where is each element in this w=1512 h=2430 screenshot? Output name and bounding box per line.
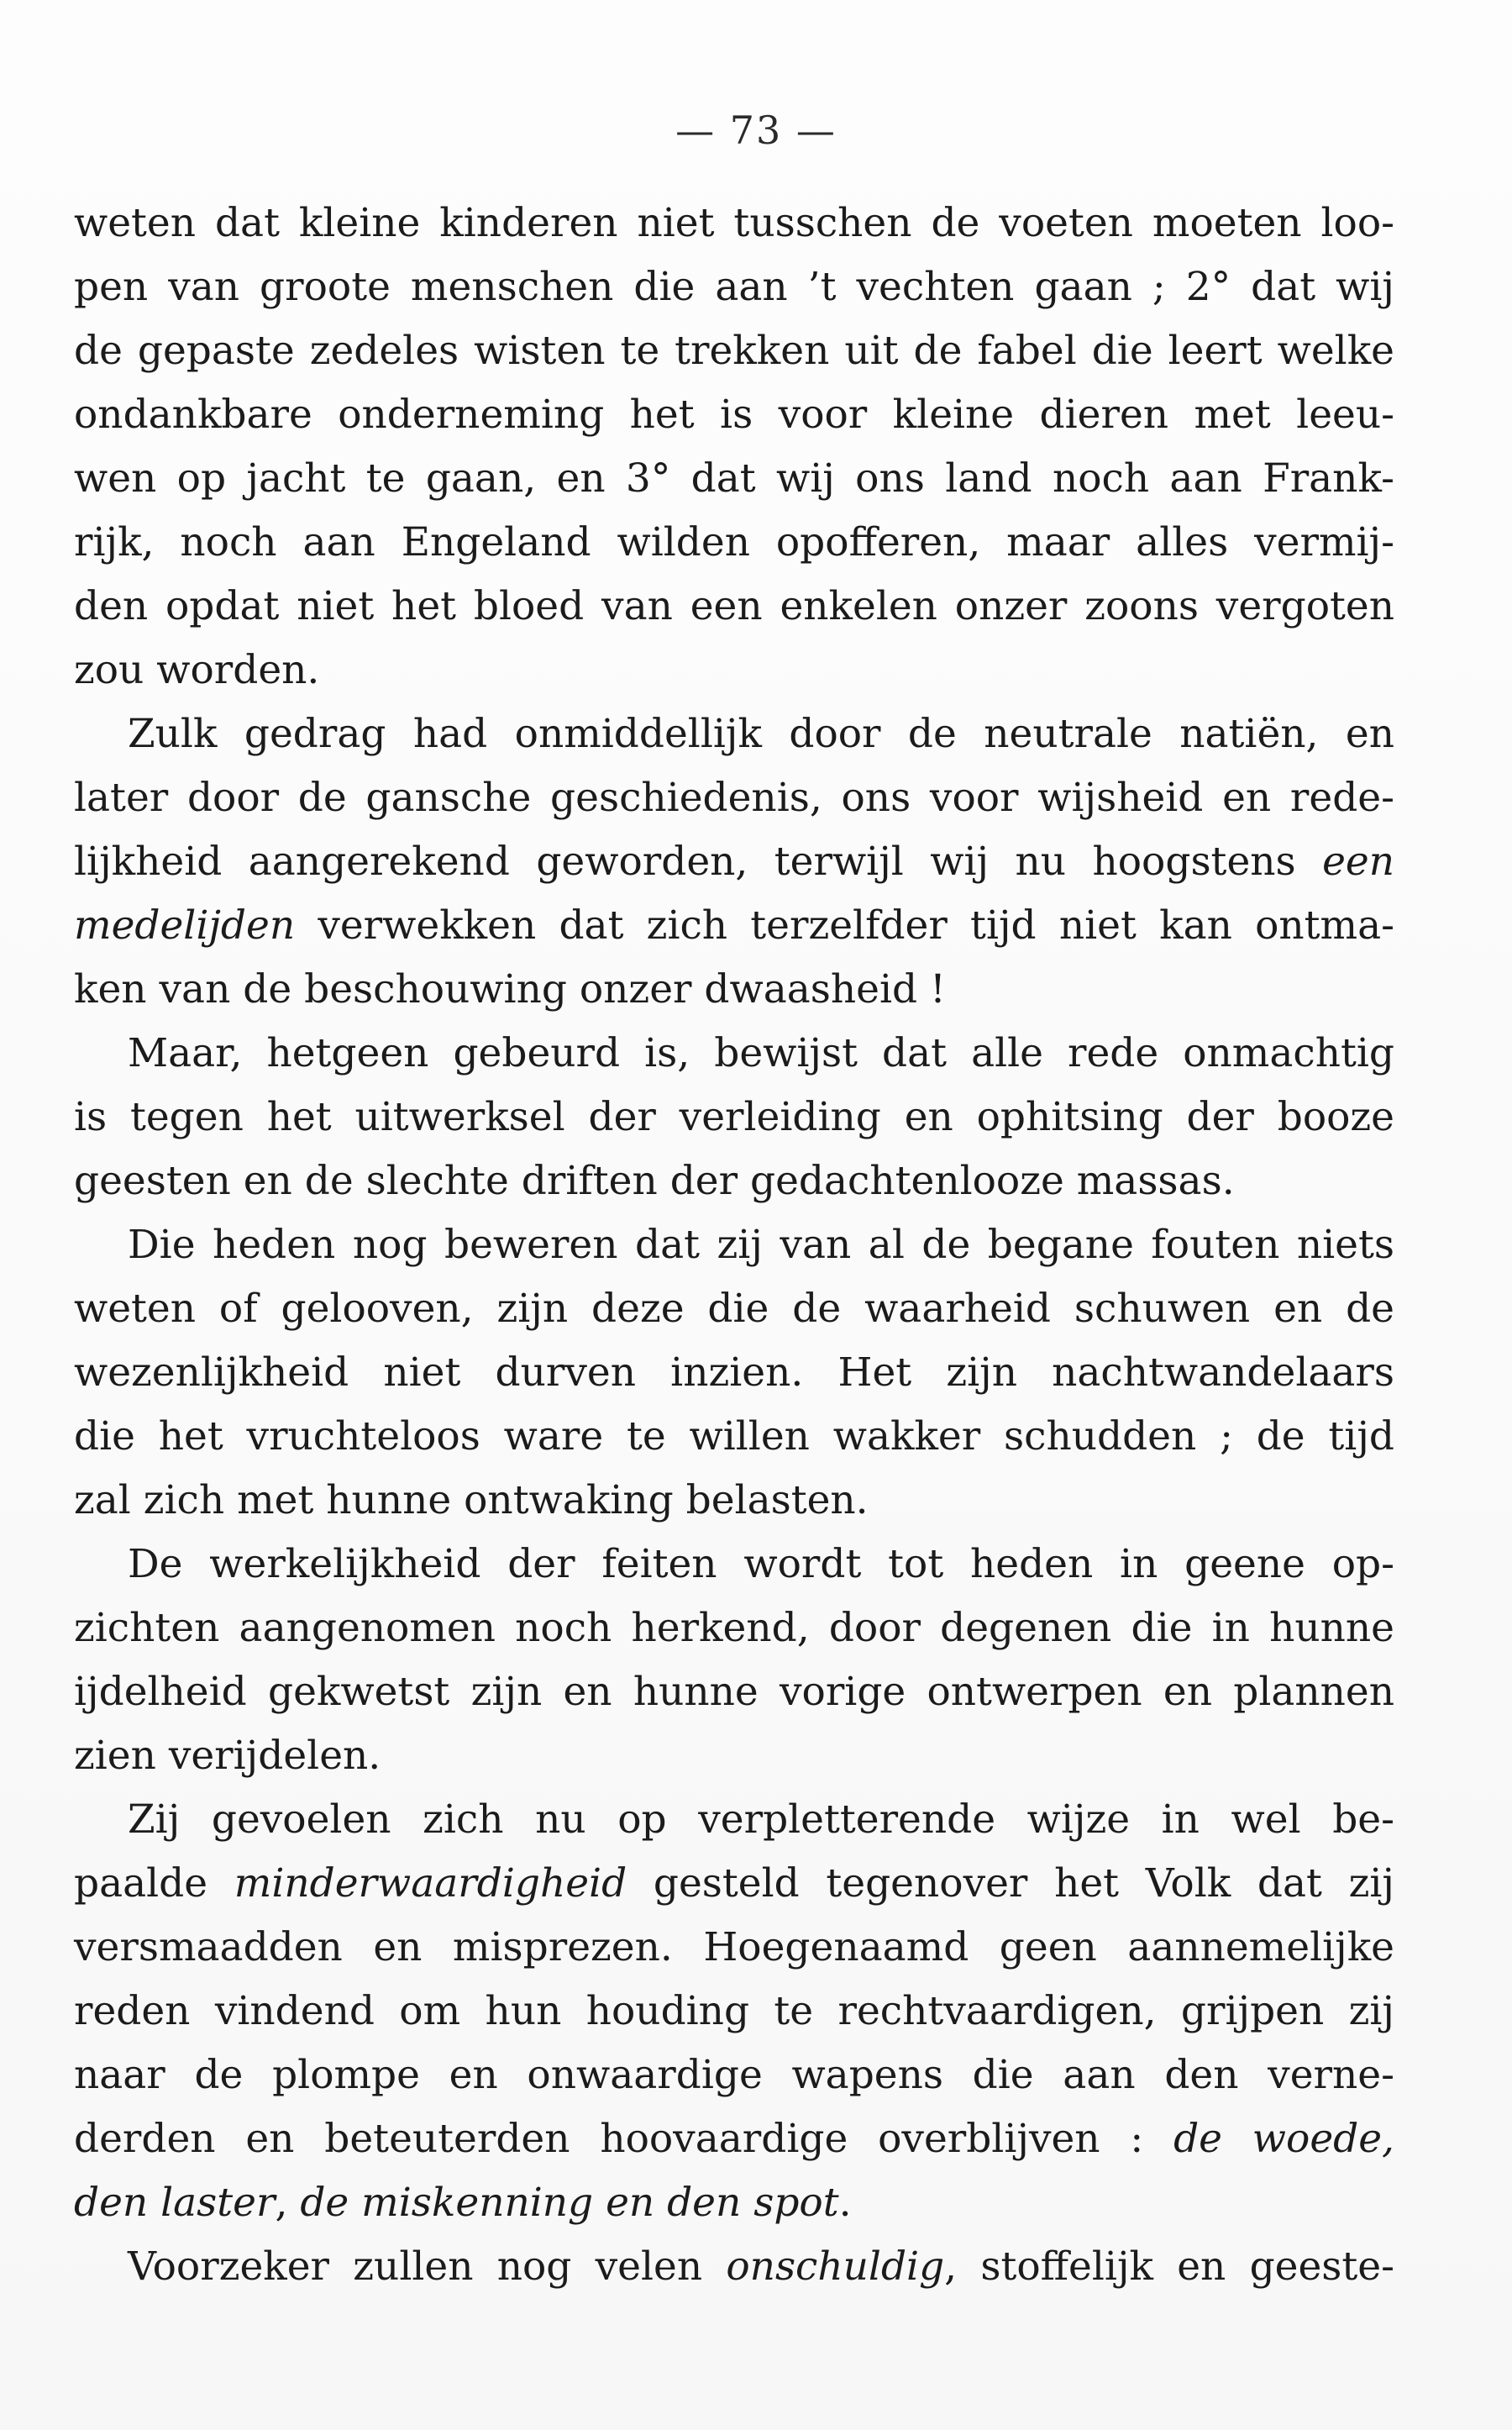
italic-run: onschuldig xyxy=(726,2243,945,2290)
text-line xyxy=(74,319,1394,383)
text-line xyxy=(74,766,1394,830)
paragraph xyxy=(74,2235,1394,2299)
text-run: wezenlijkheid niet durven inzien. Het zijn nachtwandelaars xyxy=(74,1349,1394,1396)
text-run: , xyxy=(275,2180,301,2226)
text-line xyxy=(74,2107,1394,2171)
text-line xyxy=(74,511,1394,575)
paragraph xyxy=(74,1022,1394,1213)
text-line xyxy=(74,2235,1394,2299)
text-line xyxy=(74,255,1394,319)
text-line xyxy=(74,1916,1394,1980)
text-run: naar de plompe en onwaardige wapens die aan den verne- xyxy=(74,2052,1394,2098)
text-run: de gepaste zedeles wisten te trekken uit de fabel die leert welke xyxy=(74,328,1394,374)
text-line xyxy=(74,894,1394,958)
text-run: ken van de beschouwing onzer dwaasheid ! xyxy=(74,966,946,1012)
text-run: paalde xyxy=(74,1860,234,1907)
text-run: ijdelheid gekwetst zijn en hunne vorige ontwerpen en plannen xyxy=(74,1669,1394,1715)
italic-run: een xyxy=(1322,839,1394,885)
text-line xyxy=(74,1469,1394,1533)
text-line xyxy=(74,1596,1394,1660)
text-line xyxy=(74,447,1394,511)
text-run: verwekken dat zich terzelfder tijd niet kan ontma- xyxy=(295,902,1394,949)
text-run: is tegen het uitwerksel der verleiding en ophitsing der booze xyxy=(74,1094,1394,1140)
text-line xyxy=(74,1086,1394,1149)
text-line xyxy=(74,192,1394,255)
text-line xyxy=(74,1277,1394,1341)
text-run: , stoffelijk en geeste- xyxy=(944,2243,1395,2290)
text-run: later door de gansche geschiedenis, ons voor wijsheid en rede- xyxy=(74,775,1394,821)
text-line xyxy=(74,383,1394,447)
text-line xyxy=(74,1660,1394,1724)
page-number: — 73 — xyxy=(675,108,837,153)
paragraph xyxy=(74,702,1394,1022)
text-run: ondankbare onderneming het is voor kleine dieren met leeu- xyxy=(74,392,1394,438)
italic-run: de woede, xyxy=(1173,2116,1394,2162)
italic-run: de miskenning en den spot xyxy=(300,2180,839,2226)
text-run: Zij gevoelen zich nu op verpletterende wijze in wel be- xyxy=(128,1796,1394,1843)
text-run: zien verijdelen. xyxy=(74,1733,381,1779)
text-run: Maar, hetgeen gebeurd is, bewijst dat alle rede onmachtig xyxy=(128,1030,1394,1076)
text-line xyxy=(74,1788,1394,1852)
text-run: Voorzeker zullen nog velen xyxy=(128,2243,727,2290)
text-run: pen van groote menschen die aan ’t vechten gaan ; 2° dat wij xyxy=(74,264,1394,310)
text-run: zichten aangenomen noch herkend, door degenen die in hunne xyxy=(74,1605,1394,1651)
text-run: zal zich met hunne ontwaking belasten. xyxy=(74,1477,869,1523)
text-line xyxy=(74,1213,1394,1277)
text-run: versmaadden en misprezen. Hoegenaamd geen aannemelijke xyxy=(74,1924,1394,1970)
paragraph xyxy=(74,1788,1394,2235)
text-line xyxy=(74,1852,1394,1916)
text-line xyxy=(74,1533,1394,1596)
text-line xyxy=(74,1980,1394,2043)
text-run: lijkheid aangerekend geworden, terwijl wij nu hoogstens xyxy=(74,839,1323,885)
text-run: De werkelijkheid der feiten wordt tot heden in geene op- xyxy=(128,1541,1394,1587)
text-line xyxy=(74,830,1394,894)
text-run: weten of gelooven, zijn deze die de waarheid schuwen en de xyxy=(74,1286,1394,1332)
text-run: derden en beteuterden hoovaardige overblijven : xyxy=(74,2116,1174,2162)
text-run: . xyxy=(838,2180,852,2226)
text-run: den opdat niet het bloed van een enkelen onzer zoons vergoten xyxy=(74,583,1394,629)
text-line xyxy=(74,2043,1394,2107)
text-line xyxy=(74,575,1394,639)
text-run: reden vindend om hun houding te rechtvaardigen, grijpen zij xyxy=(74,1988,1394,2034)
text-line xyxy=(74,1724,1394,1788)
text-line xyxy=(74,958,1394,1022)
text-run: rijk, noch aan Engeland wilden opofferen, maar alles vermij- xyxy=(74,519,1394,565)
text-line xyxy=(74,1405,1394,1469)
italic-run: den laster xyxy=(74,2180,276,2226)
text-line xyxy=(74,1149,1394,1213)
text-run: gesteld tegenover het Volk dat zij xyxy=(627,1860,1394,1907)
text-run: Zulk gedrag had onmiddellijk door de neutrale natiën, en xyxy=(128,711,1394,757)
text-run: geesten en de slechte driften der gedachtenlooze massas. xyxy=(74,1158,1235,1204)
text-run: die het vruchteloos ware te willen wakker schudden ; de tijd xyxy=(74,1413,1394,1460)
text-run: wen op jacht te gaan, en 3° dat wij ons land noch aan Frank- xyxy=(74,455,1394,502)
text-line xyxy=(74,2171,1394,2235)
body-text xyxy=(74,192,1394,2299)
text-run: zou worden. xyxy=(74,647,320,693)
text-run: weten dat kleine kinderen niet tusschen de voeten moeten loo- xyxy=(74,200,1394,246)
text-line xyxy=(74,702,1394,766)
italic-run: medelijden xyxy=(74,902,296,949)
paragraph xyxy=(74,1213,1394,1533)
text-run: Die heden nog beweren dat zij van al de begane fouten niets xyxy=(128,1222,1394,1268)
paragraph xyxy=(74,192,1394,702)
text-line xyxy=(74,639,1394,702)
text-line xyxy=(74,1341,1394,1405)
text-line xyxy=(74,1022,1394,1086)
italic-run: minderwaardigheid xyxy=(234,1860,627,1907)
paragraph xyxy=(74,1533,1394,1788)
